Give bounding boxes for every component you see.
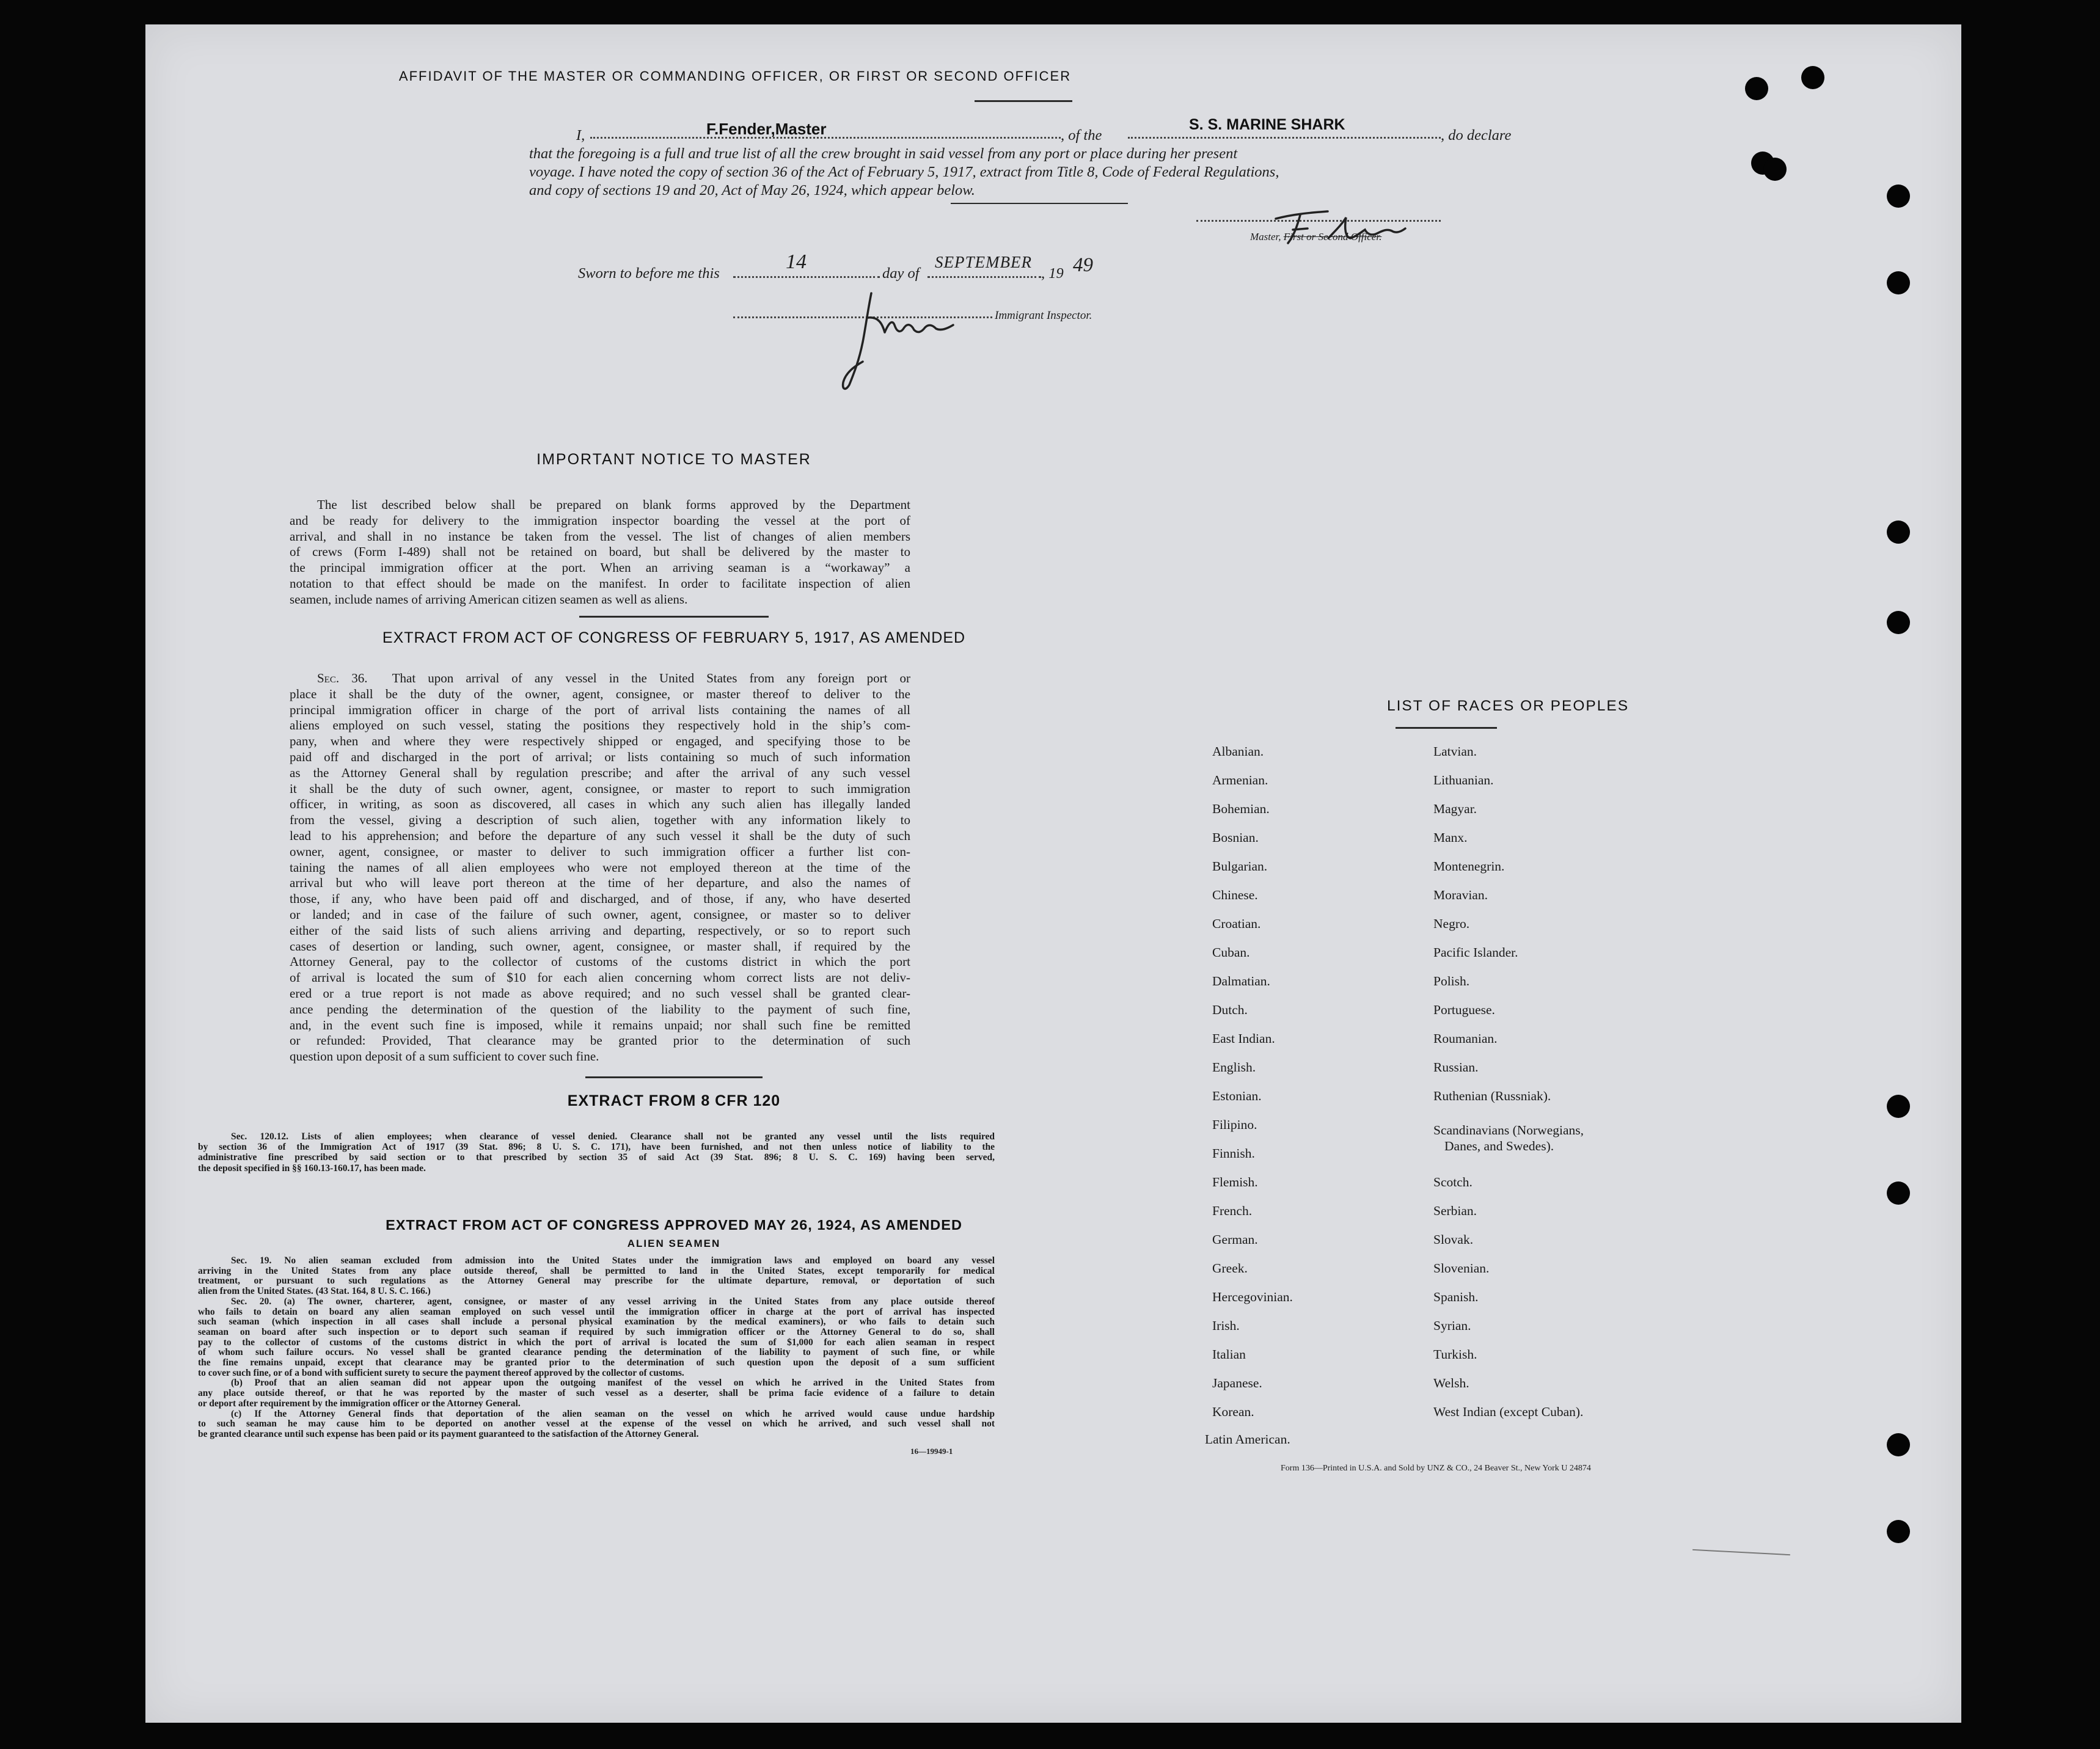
extract-line: paid off and discharged in the port of arrival; or lists containing so much of such information [290,749,910,764]
race-item: Croatian. [1212,916,1261,931]
race-item: Slovak. [1433,1232,1474,1247]
extract-1917-body: Sec. 36. That upon arrival of any vessel in the United States from any foreign port or place it shall be the duty of the owner, agent, consignee, or master thereof to deliver to the principal immigration officer in charge of the port of arrival lists containing the names of all aliens employed on such vessel, stating the positions they respectively hold in the ship’s com- pany, when and where they were respectively shipped or engaged, and specifying those to be paid off and discharged in the port of arrival; or lists containing so much of such information as the Attorney General shall by regulation prescribe; and after the arrival of any such vessel it shall be the duty of such owner, agent, consignee, or master to report to such immigration officer, in writing, as soon as discovered, all cases in which any such alien has illegally landed from the vessel, giving a description of such alien, together with any information likely to lead to his apprehension; and before the departure of any such vessel it shall be the duty of such owner, agent, consignee, or master to deliver to such immigration officer a further list con- taining the names of all alien employees who were not employed thereon at the time of the arrival but who will leave port thereon at the time of her departure, and also the names of those, if any, who have been paid off and discharged, and of those, if any, who have deserted or landed; and in case of the failure of such owner, agent, consignee, or master so to deliver either of the said lists of such aliens arriving and departing, respectively, or so to report such cases of desertion or landing, such owner, agent, consignee, or master shall, if required by the Attorney General, pay to the collector of customs of the customs district in which the port of arrival is located the sum of $10 for each alien concerning whom correct lists are not deliv- ered or a true report is not made as above required; and no such vessel shall be granted clear- ance pending the determination of the question of the liability to the payment of such fine, and, in the event such fine is imposed, while it remains unpaid; nor shall such fine be remitted or refunded: Provided, That clearance may be granted prior to the determination of such question upon deposit of a sum sufficient to cover such fine. [290,671,911,1064]
act-1924-line: or deport after requirement by the immigration officer or the Attorney General. [198,1398,521,1409]
notice-line: of crews (Form I-489) shall not be retained on board, but shall be delivered by the master to [290,544,910,560]
race-item: West Indian (except Cuban). [1433,1404,1584,1419]
cfr-line: by section 36 of the Immigration Act of 1917 (39 Stat. 896; 8 U. S. C. 171), have been furnished, and not then unless notice of liability to the [198,1142,995,1153]
punch-hole [1801,66,1824,89]
extract-line: it shall be the duty of such owner, agent, consignee, or master to report to such immigration [290,781,910,796]
race-item: Moravian. [1433,888,1488,902]
punch-hole [1887,611,1910,634]
race-item: Bulgarian. [1212,859,1268,874]
act-1924-line: of whom such failure occurs. No vessel shall be granted clearance pending the determination of the liability to payment of such fine, or while [198,1347,995,1358]
extract-line: aliens employed on such vessel, stating the positions they respectively hold in the ship’s com- [290,718,910,733]
extract-line: or refunded: Provided, That clearance may be granted prior to the determination of such [290,1033,910,1048]
punch-hole [1887,1433,1910,1456]
race-item: Roumanian. [1433,1031,1498,1046]
extract-line: question upon deposit of a sum sufficient to cover such fine. [290,1049,599,1064]
extract-line: either of the said lists of such aliens arriving and departing, respectively, or so to report such [290,922,910,938]
race-item: Portuguese. [1433,1002,1495,1017]
extract-line: or landed; and in case of the failure of such owner, agent, consignee, or master so to deliver [290,907,910,922]
affidavit-line-2: that the foregoing is a full and true list of all the crew brought in said vessel from any port or place during her present [529,145,1238,162]
act-1924-line: Sec. 19. No alien seaman excluded from admission into the United States under the immigration laws and employed on board any vessel [231,1255,995,1266]
race-item: Hercegovinian. [1212,1290,1293,1304]
race-item: Bohemian. [1212,801,1270,816]
act-1924-line: treatment, or pursuant to such regulations as the Attorney General may prescribe for the ultimate departure, removal, or deportation of such [198,1276,995,1287]
race-item: Filipino. [1212,1117,1257,1132]
act-1924-line: arriving in the United States from any place outside thereof, shall be permitted to land in the United States, except temporarily for medical [198,1265,995,1276]
scan-mark [1692,1549,1790,1555]
extract-line: arrival but who will leave port thereon at the time of her departure, and also the names of [290,875,910,891]
section-rule [585,1076,763,1078]
extract-line: and, in the event such fine is imposed, while it remains unpaid; nor shall such fine be remitted [290,1017,910,1032]
extract-line: from the vessel, giving a description of such alien, together with any information likely to [290,812,910,828]
race-item: Finnish. [1212,1146,1255,1161]
extract-1924-subtitle: ALIEN SEAMEN [627,1238,721,1249]
act-1924-line: pay to the collector of customs of the customs district in which the port of arrival is located the sum of $1,000 for each alien seaman in respect [198,1337,995,1348]
extract-line: lead to his apprehension; and before the departure of any such vessel it shall be the duty of such [290,828,910,843]
race-item: Russian. [1433,1060,1479,1075]
extract-line: place it shall be the duty of the owner, agent, consignee, or master thereof to deliver to the [290,686,910,701]
master-name-value: F.Fender,Master [706,120,827,138]
race-item: Lithuanian. [1433,773,1494,787]
race-item: Latin American. [1205,1432,1290,1447]
of-the-label: , of the [1061,127,1102,144]
extract-line: as the Attorney General shall by regulation prescribe; and after the arrival of any such vessel [290,765,910,780]
race-item: Dalmatian. [1212,974,1270,988]
race-item: Italian [1212,1347,1246,1362]
race-item: Chinese. [1212,888,1258,902]
sworn-year-value: 49 [1073,254,1093,276]
punch-hole [1887,271,1910,294]
vessel-field [1128,137,1441,139]
race-item: Cuban. [1212,945,1250,960]
sworn-day-value: 14 [786,250,807,273]
extract-line: owner, agent, consignee, or master to deliver to such immigration officer a further list con- [290,844,910,859]
race-item: Welsh. [1433,1376,1469,1390]
race-item: Bosnian. [1212,830,1259,845]
punch-hole [1887,184,1910,208]
race-item: Spanish. [1433,1290,1479,1304]
master-signature [1270,208,1410,250]
act-1924-line: who fails to detain on board any alien seaman employed on such vessel until the immigration officer in charge at the port of arrival has inspected [198,1306,995,1317]
do-declare-label: , do declare [1441,127,1512,144]
act-1924-line: such seaman (which inspection in all cases shall include a personal physical examination by the medical examiners), or who fails to detain such [198,1316,995,1327]
affidavit-line-4: and copy of sections 19 and 20, Act of May 26, 1924, which appear below. [529,182,975,199]
race-item: Dutch. [1212,1002,1248,1017]
race-item: Negro. [1433,916,1470,931]
document-page [145,24,1961,1723]
race-item: Irish. [1212,1318,1240,1333]
act-1924-line: any place outside thereof, or that he was reported by the master of such vessel as a deserter, shall be prima facie evidence of a failure to detain [198,1388,995,1399]
declaration-underline [951,203,1128,204]
notice-line: seamen, include names of arriving American citizen seamen as well as aliens. [290,591,688,607]
race-item: Latvian. [1433,744,1477,759]
race-item: Scotch. [1433,1175,1473,1189]
races-title: LIST OF RACES OR PEOPLES [1386,698,1630,714]
punch-hole [1887,1181,1910,1205]
notice-line: notation to that effect should be made on the manifest. In order to facilitate inspection of alien [290,575,910,591]
race-item: German. [1212,1232,1258,1247]
race-item: Estonian. [1212,1089,1262,1103]
act-1924-line: (b) Proof that an alien seaman did not appear upon the outgoing manifest of the vessel on which he arrived in the United States from [231,1378,995,1389]
race-item: Ruthenian (Russniak). [1433,1089,1551,1103]
extract-1924-title: EXTRACT FROM ACT OF CONGRESS APPROVED MAY 26, 1924, AS AMENDED [386,1217,962,1233]
printer-line: Form 136—Printed in U.S.A. and Sold by UNZ & CO., 24 Beaver St., New York U 24874 [1281,1464,1591,1473]
vessel-name-value: S. S. MARINE SHARK [1189,116,1345,133]
race-item: Pacific Islander. [1433,945,1518,960]
act-1924-line: alien from the United States. (43 Stat. 164, 8 U. S. C. 166.) [198,1286,431,1297]
race-item: Flemish. [1212,1175,1258,1189]
notice-title: IMPORTANT NOTICE TO MASTER [536,451,811,468]
race-item: Greek. [1212,1261,1248,1276]
race-item: Polish. [1433,974,1470,988]
extract-line: ered or a true report is not made as above required; and no such vessel shall be granted clear- [290,985,910,1001]
extract-line: taining the names of all alien employees who were not employed thereon at the time of the [290,860,910,875]
notice-body [290,497,910,608]
race-item: Manx. [1433,830,1468,845]
extract-line: pany, when and where they were respectively shipped or engaged, and specifying those to be [290,734,910,749]
race-item: Slovenian. [1433,1261,1490,1276]
punch-hole [1887,1520,1910,1543]
race-item: Armenian. [1212,773,1268,787]
race-item: Montenegrin. [1433,859,1505,874]
sworn-text: Sworn to before me this [578,265,720,282]
extract-cfr-title: EXTRACT FROM 8 CFR 120 [567,1092,781,1109]
extract-line: Attorney General, pay to the collector of customs of the customs district in which the port [290,954,910,969]
act-1924-line: Sec. 20. (a) The owner, charterer, agent, consignee, or master of any vessel arriving in the United States from any place outside thereof [231,1296,995,1307]
act-1924-line: to cover such fine, or of a bond with sufficient surety to secure the payment thereof approved by the collector of customs. [198,1367,684,1378]
race-item: East Indian. [1212,1031,1275,1046]
race-item: Albanian. [1212,744,1264,759]
races-title-rule [1396,727,1497,729]
day-of-label: day of [882,265,920,282]
inspector-caption: Immigrant Inspector. [995,309,1092,322]
extract-line: of arrival is located the sum of $10 for each alien concerning whom correct lists are not deliv- [290,970,910,985]
race-item: Syrian. [1433,1318,1471,1333]
sworn-day-field [733,276,880,278]
race-item: English. [1212,1060,1256,1075]
race-item: Serbian. [1433,1203,1477,1218]
title-rule [975,100,1072,102]
act-1924-line: seaman on board after such inspection or to deport such seaman if required by such immigration officer or the Attorney General to do so, shall [198,1326,995,1337]
race-item: Scandinavians (Norwegians, [1433,1123,1584,1137]
extract-line: principal immigration officer in charge of the port of arrival lists containing the names of all [290,702,910,717]
sworn-month-value: SEPTEMBER [935,253,1032,271]
affidavit-line-1 [576,127,585,144]
extract-line: those, if any, who have been paid off and discharged, and of those, if any, who have deserted [290,891,910,907]
race-item: Korean. [1212,1404,1254,1419]
extract-line: officer, in writing, as soon as discovered, all cases in which any such alien has illegally landed [290,797,910,812]
extract-line: cases of desertion or landing, such owner, agent, consignee, or master shall, if required by the [290,938,910,954]
act-1924-line: to such seaman he may cause him to be deported on another vessel at the expense of the vessel on which he arrived, and such vessel shall not [198,1419,995,1430]
i-label: I, [576,127,585,144]
extract-1917-title: EXTRACT FROM ACT OF CONGRESS OF FEBRUARY 5, 1917, AS AMENDED [382,629,966,646]
race-item: Danes, and Swedes). [1444,1139,1554,1153]
notice-line: the principal immigration officer at the port. When an arriving seaman is a “workaway” a [290,560,910,575]
punch-hole [1887,1095,1910,1118]
affidavit-line-3: voyage. I have noted the copy of section 36 of the Act of February 5, 1917, extract from Title 8, Code of Federal Regulations, [529,164,1279,180]
act-1924-line: the fine remains unpaid, except that clearance may be granted prior to the determination of such question upon the deposit of a sum sufficient [198,1357,995,1368]
affidavit-title: AFFIDAVIT OF THE MASTER OR COMMANDING OFFICER, OR FIRST OR SECOND OFFICER [398,68,1072,84]
form-number: 16—19949-1 [910,1447,953,1456]
extract-cfr-body [198,1131,995,1174]
punch-hole [1763,158,1787,181]
race-item: Japanese. [1212,1376,1262,1390]
notice-line: and be ready for delivery to the immigration inspector boarding the vessel at the port of [290,513,910,528]
section-rule [579,616,769,618]
extract-line: ance pending the determination of the question of the liability to the payment of such fine, [290,1001,910,1017]
cfr-line: administrative fine prescribed by said section or to that prescribed by section 35 of said Act (39 Stat. 896; 8 U. S. C. 169) having been served, [198,1152,995,1163]
punch-hole [1887,520,1910,544]
notice-line: arrival, and shall in no instance be taken from the vessel. The list of changes of alien members [290,528,910,544]
sec-36-label: Sec. 36. [317,671,368,685]
race-item: French. [1212,1203,1253,1218]
act-1924-line: (c) If the Attorney General finds that deportation of the alien seaman on the vessel on which he arrived would cause undue hardship [231,1408,995,1419]
extract-1924-body [198,1256,995,1440]
cfr-line: the deposit specified in §§ 160.13-160.17, has been made. [198,1163,426,1174]
inspector-signature [811,281,964,403]
race-item: Magyar. [1433,801,1477,816]
act-1924-line: be granted clearance until such expense has been paid or its payment guaranteed to the satisfaction of the Attorney General. [198,1428,699,1439]
punch-hole [1745,77,1768,100]
master-caption: Master, First or Second Officer. [1250,231,1382,243]
race-item: Turkish. [1433,1347,1477,1362]
year-prefix: , 19 [1041,265,1064,282]
sworn-month-field [927,276,1041,278]
notice-line: The list described below shall be prepared on blank forms approved by the Department [317,497,910,512]
cfr-line: Sec. 120.12. Lists of alien employees; when clearance of vessel denied. Clearance shall not be granted any vessel until the lists required [231,1131,995,1142]
